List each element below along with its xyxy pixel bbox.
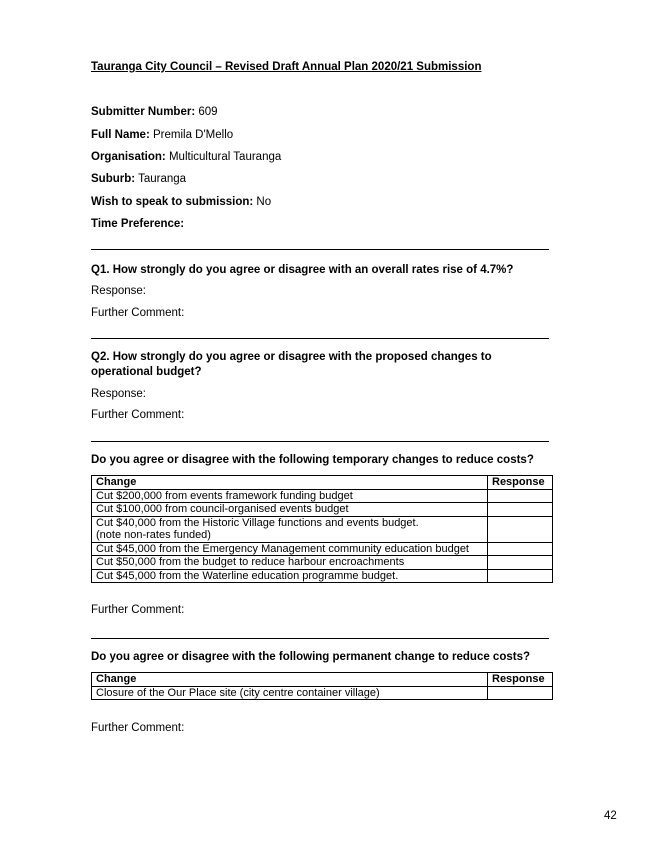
table-row xyxy=(92,503,553,517)
organisation-value: Multicultural Tauranga xyxy=(168,151,282,163)
change-cell: Cut $200,000 from events framework funding budget xyxy=(92,489,488,503)
change-cell: Cut $50,000 from the budget to reduce harbour encroachments xyxy=(92,556,488,570)
table-row xyxy=(92,686,553,700)
response-cell[interactable] xyxy=(488,489,553,503)
temporary-changes-question: Do you agree or disagree with the following temporary changes to reduce costs? xyxy=(91,454,534,466)
full-name-value: Premila D'Mello xyxy=(153,129,234,141)
table-row xyxy=(92,556,553,570)
wish-to-speak-label: Wish to speak to submission: xyxy=(91,196,254,208)
change-cell: Cut $45,000 from the Emergency Management community education budget xyxy=(92,542,488,556)
time-preference-label: Time Preference: xyxy=(91,218,185,230)
change-cell: Closure of the Our Place site (city centre container village) xyxy=(92,686,488,700)
q2-response-label: Response: xyxy=(91,388,146,400)
q1-comment-label: Further Comment: xyxy=(91,307,185,319)
permanent-change-question: Do you agree or disagree with the following permanent change to reduce costs? xyxy=(91,651,530,663)
change-cell: Cut $45,000 from the Waterline education programme budget. xyxy=(92,569,488,583)
organisation xyxy=(91,151,281,163)
full-name xyxy=(91,129,233,141)
temporary-changes-table xyxy=(91,475,553,583)
table-row xyxy=(92,569,553,583)
change-cell-line-1: Cut $40,000 from the Historic Village functions and events budget. xyxy=(96,516,419,529)
submitter-number xyxy=(91,106,218,118)
response-cell[interactable] xyxy=(488,516,553,542)
permanent-comment-label: Further Comment: xyxy=(91,722,185,734)
table-row xyxy=(92,489,553,503)
header-response: Response xyxy=(488,673,553,687)
full-name-label: Full Name: xyxy=(91,129,150,141)
table-row xyxy=(92,516,553,542)
organisation-label: Organisation: xyxy=(91,151,166,163)
q2-question: Q2. How strongly do you agree or disagree with the proposed changes to operational budget? xyxy=(91,351,492,378)
divider-3 xyxy=(91,441,549,442)
table-header-row xyxy=(92,476,553,490)
time-preference xyxy=(91,218,184,230)
submitter-number-label: Submitter Number: xyxy=(91,106,196,118)
change-cell xyxy=(92,516,488,542)
header-change: Change xyxy=(92,673,488,687)
permanent-change-table xyxy=(91,672,553,700)
wish-to-speak-value: No xyxy=(256,196,272,208)
response-cell[interactable] xyxy=(488,503,553,517)
change-cell: Cut $100,000 from council-organised events budget xyxy=(92,503,488,517)
wish-to-speak xyxy=(91,196,271,208)
temporary-comment-label: Further Comment: xyxy=(91,604,185,616)
document-title: Tauranga City Council – Revised Draft Annual Plan 2020/21 Submission xyxy=(91,61,482,73)
q1-response-label: Response: xyxy=(91,285,146,297)
response-cell[interactable] xyxy=(488,542,553,556)
response-cell[interactable] xyxy=(488,686,553,700)
divider-2 xyxy=(91,338,549,339)
table-row xyxy=(92,542,553,556)
change-cell-line-2: (note non-rates funded) xyxy=(96,529,211,541)
response-cell[interactable] xyxy=(488,569,553,583)
header-response: Response xyxy=(488,476,553,490)
q2-comment-label: Further Comment: xyxy=(91,409,185,421)
q1-question: Q1. How strongly do you agree or disagree with an overall rates rise of 4.7%? xyxy=(91,264,514,276)
suburb-label: Suburb: xyxy=(91,173,136,185)
page-number: 42 xyxy=(604,810,617,822)
divider-4 xyxy=(91,638,549,639)
divider-1 xyxy=(91,249,549,250)
suburb-value: Tauranga xyxy=(138,173,187,185)
suburb xyxy=(91,173,186,185)
response-cell[interactable] xyxy=(488,556,553,570)
submitter-number-value: 609 xyxy=(198,106,218,118)
table-header-row xyxy=(92,673,553,687)
header-change: Change xyxy=(92,476,488,490)
